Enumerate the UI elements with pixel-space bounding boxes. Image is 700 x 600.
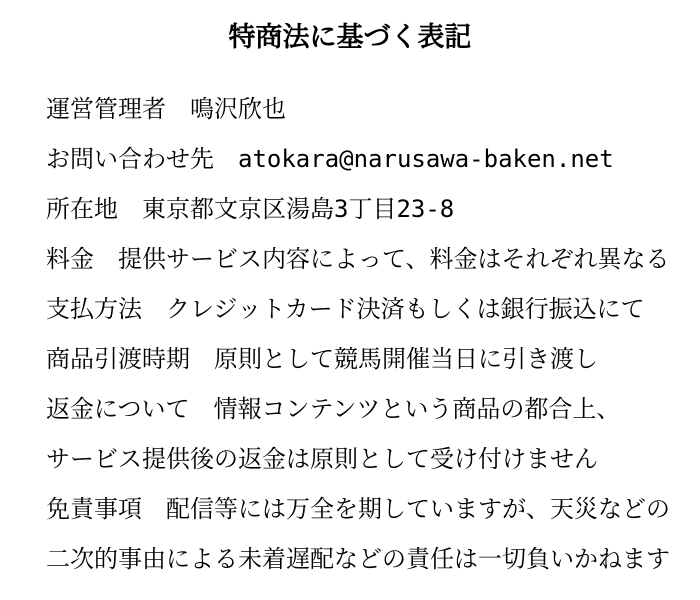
line-address: 所在地 東京都文京区湯島3丁目23-8 [46,195,455,224]
legal-notice-list [0,54,700,584]
line-payment-method: 支払方法 クレジットカード決済もしくは銀行振込にて [46,295,645,324]
line-operator: 運営管理者 鳴沢欣也 [46,95,286,124]
line-delivery-time: 商品引渡時期 原則として競馬開催当日に引き渡し [46,345,598,374]
line-disclaimer-2: 二次的事由による未着遅配などの責任は一切負いかねます [46,545,670,574]
line-refund-policy-2: サービス提供後の返金は原則として受け付けません [46,445,598,474]
line-disclaimer-1: 免責事項 配信等には万全を期していますが、天災などの [46,495,670,524]
page-title: 特商法に基づく表記 [228,22,472,53]
line-refund-policy-1: 返金について 情報コンテンツという商品の都合上、 [46,395,621,424]
line-fees: 料金 提供サービス内容によって、料金はそれぞれ異なる [46,245,670,274]
line-contact-email: お問い合わせ先 atokara@narusawa-baken.net [46,145,614,174]
